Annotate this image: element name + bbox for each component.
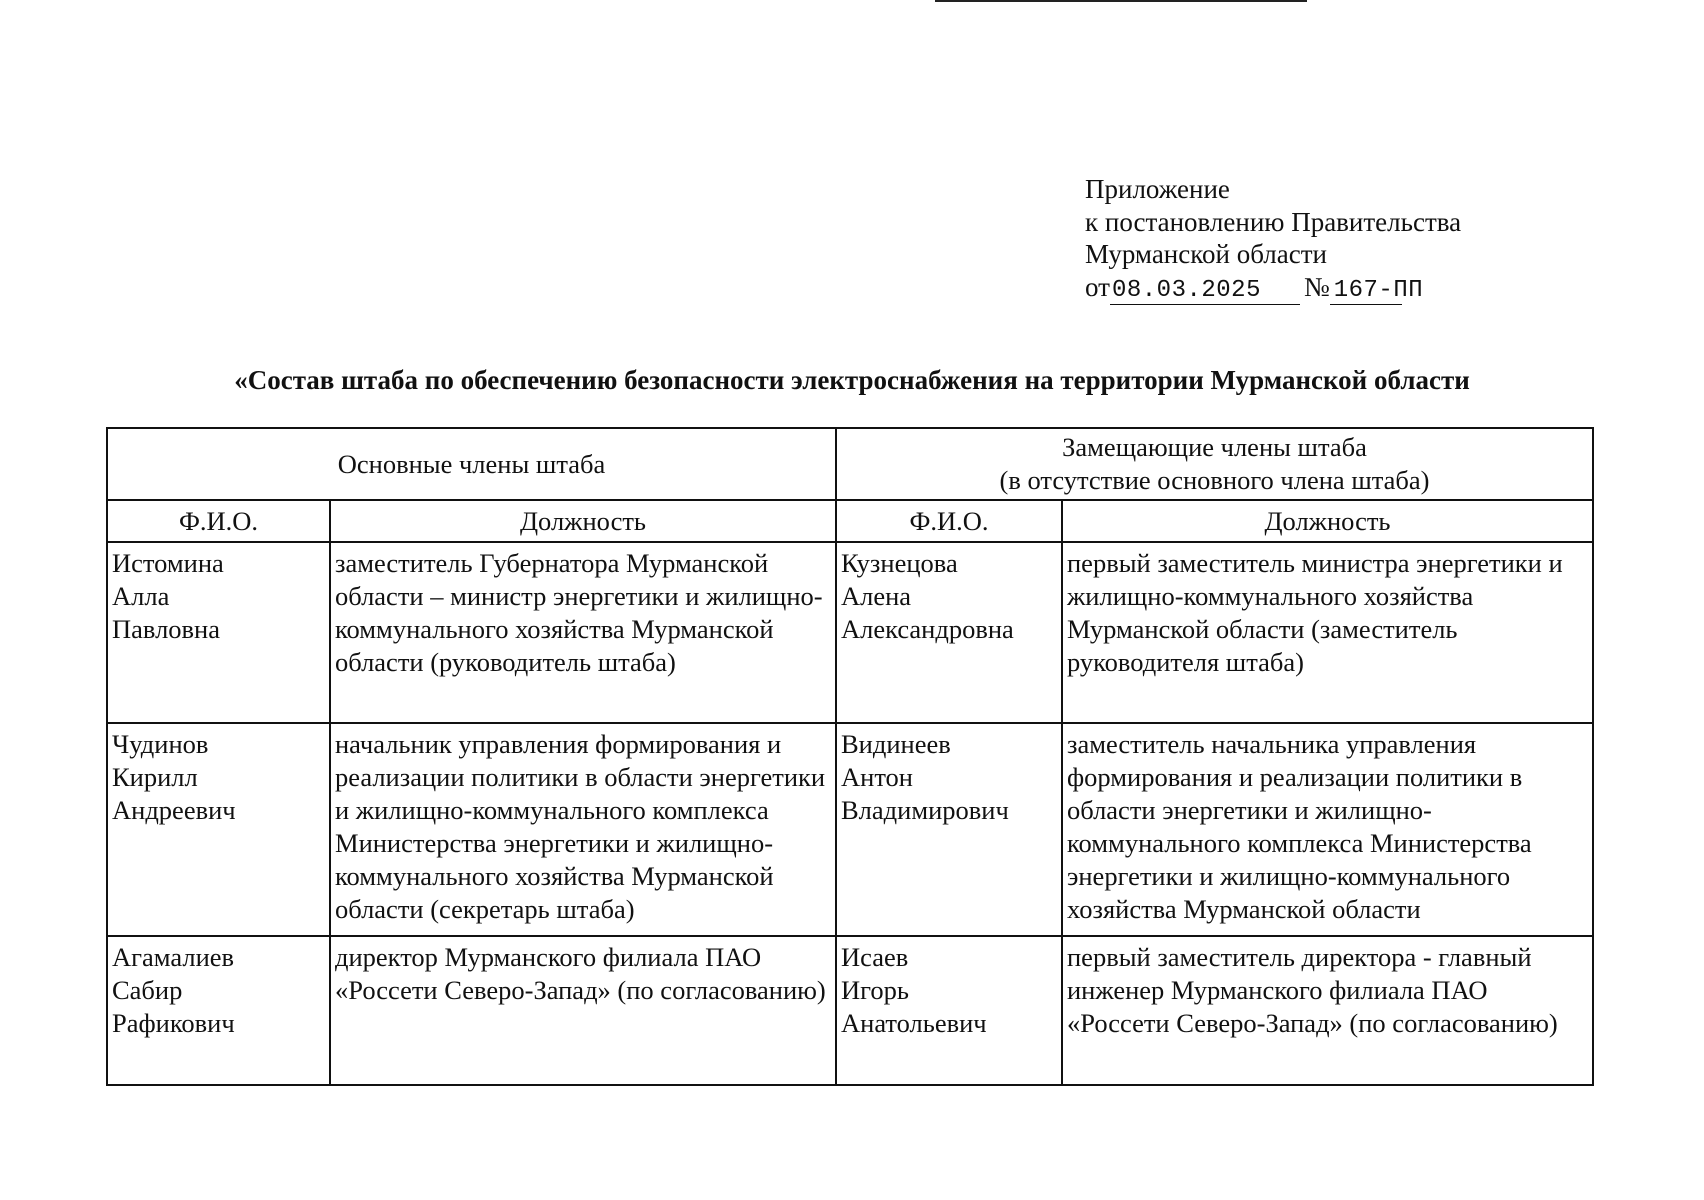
patronymic: Павловна: [112, 614, 220, 644]
appendix-block: [1085, 173, 1461, 305]
scan-edge-line: [935, 0, 1307, 2]
appendix-date-number: [1085, 271, 1461, 305]
number-sign: №: [1303, 271, 1330, 302]
patronymic: Александровна: [841, 614, 1014, 644]
table-row: [107, 936, 1593, 1085]
document-title: «Состав штаба по обеспечению безопасности электроснабжения на территории Мурманской области: [234, 365, 1470, 395]
decree-number: 167-ПП: [1330, 278, 1402, 305]
main-member-name: [107, 723, 330, 936]
table-row: [107, 723, 1593, 936]
first-name: Сабир: [112, 975, 183, 1005]
deputy-member-name: [836, 936, 1062, 1085]
deputy-member-name: [836, 542, 1062, 723]
patronymic: Рафикович: [112, 1008, 235, 1038]
main-member-name: [107, 542, 330, 723]
decree-date: 08.03.2025: [1110, 278, 1300, 305]
surname: Агамалиев: [112, 942, 235, 972]
patronymic: Владимирович: [841, 795, 1009, 825]
first-name: Игорь: [841, 975, 909, 1005]
main-members-header: Основные члены штаба: [107, 428, 836, 500]
main-member-name: [107, 936, 330, 1085]
deputy-name-column-header: Ф.И.О.: [836, 500, 1062, 542]
deputy-position-column-header: Должность: [1062, 500, 1593, 542]
first-name: Алена: [841, 581, 912, 611]
surname: Видинеев: [841, 729, 951, 759]
deputy-member-position: первый заместитель директора - главный инженер Мурманского филиала ПАО «Россети Северо-Запад» (по согласованию): [1062, 936, 1593, 1085]
table-row: [107, 542, 1593, 723]
deputy-member-position: заместитель начальника управления формирования и реализации политики в области энергетики и жилищно-коммунального комплекса Министерства энергетики и жилищно-коммунального хозяйства Мурманской области: [1062, 723, 1593, 936]
first-name: Алла: [112, 581, 170, 611]
deputy-member-name: [836, 723, 1062, 936]
first-name: Кирилл: [112, 762, 198, 792]
appendix-region: Мурманской области: [1085, 239, 1327, 269]
deputy-member-position: первый заместитель министра энергетики и жилищно-коммунального хозяйства Мурманской области (заместитель руководителя штаба): [1062, 542, 1593, 723]
surname: Чудинов: [112, 729, 209, 759]
deputy-header-line2: (в отсутствие основного члена штаба): [999, 465, 1430, 495]
main-member-position: директор Мурманского филиала ПАО «Россети Северо-Запад» (по согласованию): [330, 936, 836, 1085]
deputy-header-line1: Замещающие члены штаба: [1062, 432, 1367, 462]
appendix-reference: к постановлению Правительства: [1085, 206, 1462, 237]
main-name-column-header: Ф.И.О.: [107, 500, 330, 542]
staff-table: [106, 427, 1594, 1086]
appendix-heading: Приложение: [1085, 174, 1230, 204]
surname: Истомина: [112, 548, 224, 578]
patronymic: Андреевич: [112, 795, 236, 825]
first-name: Антон: [841, 762, 913, 792]
from-prefix: от: [1085, 271, 1110, 302]
surname: Кузнецова: [841, 548, 958, 578]
main-member-position: начальник управления формирования и реализации политики в области энергетики и жилищно-коммунального комплекса Министерства энергетики и жилищно-коммунального хозяйства Мурманской области (секретарь штаба): [330, 723, 836, 936]
surname: Исаев: [841, 942, 909, 972]
patronymic: Анатольевич: [841, 1008, 987, 1038]
main-member-position: заместитель Губернатора Мурманской области – министр энергетики и жилищно-коммунального хозяйства Мурманской области (руководитель штаба): [330, 542, 836, 723]
main-position-column-header: Должность: [330, 500, 836, 542]
deputy-members-header: [836, 428, 1593, 500]
